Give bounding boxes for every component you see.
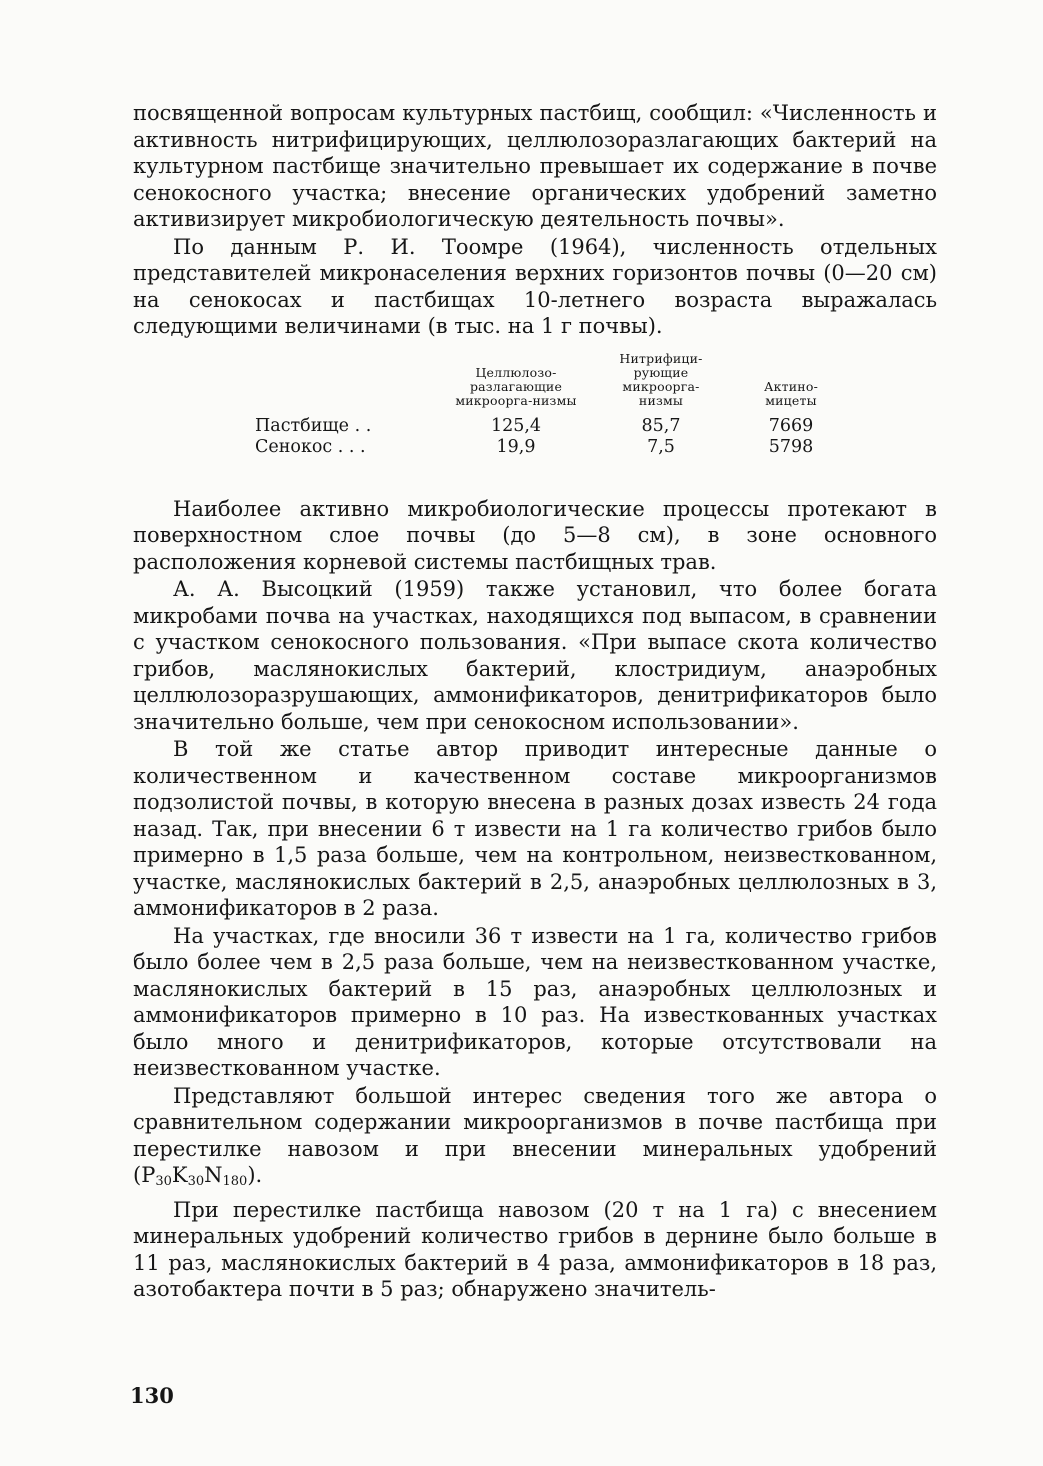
- table-corner: [251, 352, 441, 416]
- formula-n: N: [204, 1163, 223, 1187]
- paragraph-7-text: Представляют большой интерес сведения того же автора о сравнительном содержании микроорганизмов в почве пастбища при перестилке навозом и при внесении минеральных удобрений (: [133, 1083, 937, 1187]
- table-row: [251, 437, 851, 458]
- table-cell: 19,9: [496, 436, 536, 457]
- formula-p-sub: 30: [155, 1174, 172, 1189]
- table-header-row: [251, 352, 851, 416]
- table-cell: 85,7: [641, 415, 681, 436]
- microbe-table: [251, 352, 851, 458]
- table-cell: 7,5: [647, 436, 675, 457]
- formula-k: K: [171, 1163, 188, 1187]
- row-label: Сенокос . . .: [255, 436, 366, 457]
- formula-end: ).: [247, 1163, 263, 1187]
- col-header-cellulose: Целлюлозо-разлагающие микроорга-низмы: [455, 364, 577, 408]
- page-body: [133, 100, 937, 1303]
- col-header-actinomycetes: Актино-мицеты: [763, 378, 818, 408]
- paragraph-1: посвященной вопросам культурных пастбищ, сообщил: «Численность и активность нитрифицирующих, целлюлозоразлагающих бактерий на культурном пастбище значительно превышает их содержание в почве сенокосного участка; внесение органических удобрений заметно активизирует микробиологическую деятельность почвы».: [133, 101, 937, 231]
- table-cell: 125,4: [490, 415, 542, 436]
- paragraph-5: В той же статье автор приводит интересные данные о количественном и качественном составе микроорганизмов подзолистой почвы, в которую внесена в разных дозах известь 24 года назад. Так, при внесении 6 т извести на 1 га количество грибов было примерно в 1,5 раза больше, чем на контрольном, неизвесткованном, участке, маслянокислых бактерий в 2,5, анаэробных целлюлозных в 3, аммонификаторов в 2 раза.: [133, 737, 937, 920]
- paragraph-6: На участках, где вносили 36 т извести на 1 га, количество грибов было более чем в 2,5 раза больше, чем на неизвесткованном участке, маслянокислых бактерий в 15 раз, анаэробных целлюлозных и аммонификаторов примерно в 10 раз. На известкованных участках было много и денитрификаторов, которые отсутствовали на неизвесткованном участке.: [133, 923, 937, 1080]
- row-label: Пастбище . .: [255, 415, 372, 436]
- paragraph-8: При перестилке пастбища навозом (20 т на 1 га) с внесением минеральных удобрений количество грибов в дернине было больше в 11 раз, маслянокислых бактерий в 4 раза, аммонификаторов в 18 раз, азотобактера почти в 5 раз; обнаружено значитель-: [133, 1197, 937, 1301]
- paragraph-4: А. А. Высоцкий (1959) также установил, что более богата микробами почва на участках, находящихся под выпасом, в сравнении с участком сенокосного пользования. «При выпасе скота количество грибов, маслянокислых бактерий, клостридиум, анаэробных целлюлозоразрушающих, аммонификаторов, денитрификаторов было значительно больше, чем при сенокосном использовании».: [133, 577, 937, 734]
- table-row: [251, 416, 851, 437]
- formula-n-sub: 180: [222, 1174, 248, 1189]
- formula-p: P: [141, 1163, 156, 1187]
- table-cell: 7669: [768, 415, 814, 436]
- table-cell: 5798: [768, 436, 814, 457]
- formula-k-sub: 30: [187, 1174, 205, 1189]
- paragraph-7: [133, 1083, 937, 1196]
- page-number: 130: [130, 1383, 174, 1408]
- paragraph-3: Наиболее активно микробиологические процессы протекают в поверхностном слое почвы (до 5—8 см), в зоне основного расположения корневой системы пастбищных трав.: [133, 496, 937, 574]
- paragraph-2: По данным Р. И. Тоомре (1964), численность отдельных представителей микронаселения верхних горизонтов почвы (0—20 см) на сенокосах и пастбищах 10-летнего возраста выражалась следующими величинами (в тыс. на 1 г почвы).: [133, 234, 937, 338]
- col-header-nitrifying: Нитрифици-рующие микроорга-низмы: [619, 350, 703, 408]
